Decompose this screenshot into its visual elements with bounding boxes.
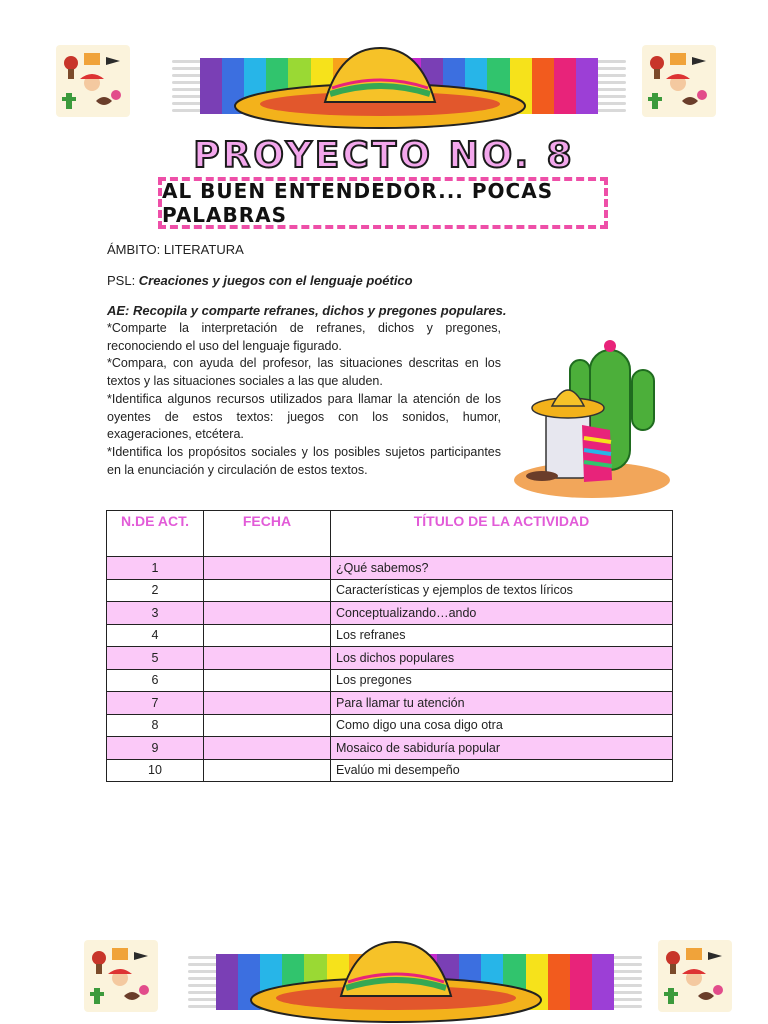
mexican-sticker-icon <box>642 45 716 117</box>
header-num: N.DE ACT. <box>107 511 204 557</box>
serape-stripe <box>592 954 614 1010</box>
psl-value: Creaciones y juegos con el lenguaje poético <box>138 273 413 288</box>
table-header-row <box>107 511 673 557</box>
cell-fecha <box>204 714 331 737</box>
mexican-sticker-icon <box>84 940 158 1012</box>
cell-fecha <box>204 624 331 647</box>
table-row <box>107 602 673 625</box>
psl-line <box>107 273 413 288</box>
cell-titulo: Los refranes <box>331 624 673 647</box>
page-subtitle: AL BUEN ENTENDEDOR... POCAS PALABRAS <box>162 179 554 227</box>
cell-num: 7 <box>107 692 204 715</box>
cell-titulo: Los pregones <box>331 669 673 692</box>
cell-fecha <box>204 579 331 602</box>
table-row <box>107 714 673 737</box>
serape-stripe <box>200 58 222 114</box>
cell-num: 5 <box>107 647 204 670</box>
cell-fecha <box>204 602 331 625</box>
cactus-sombrero-illustration <box>512 330 672 500</box>
cell-fecha <box>204 737 331 760</box>
header-titulo: TÍTULO DE LA ACTIVIDAD <box>331 511 673 557</box>
cell-titulo: Para llamar tu atención <box>331 692 673 715</box>
page-title: PROYECTO NO. 8 <box>193 135 575 176</box>
cell-fecha <box>204 647 331 670</box>
table-row <box>107 557 673 580</box>
serape-stripe <box>216 954 238 1010</box>
cell-num: 6 <box>107 669 204 692</box>
table-row <box>107 759 673 782</box>
table-row <box>107 692 673 715</box>
cell-titulo: Mosaico de sabiduría popular <box>331 737 673 760</box>
mexican-sticker-icon <box>56 45 130 117</box>
cell-num: 3 <box>107 602 204 625</box>
objective-item: *Identifica algunos recursos utilizados para llamar la atención de los oyentes de estos textos: juegos con los sonidos, humor, exageraciones, etcétera. <box>107 391 501 442</box>
cell-num: 8 <box>107 714 204 737</box>
cell-titulo: Los dichos populares <box>331 647 673 670</box>
table-row <box>107 647 673 670</box>
sombrero-icon <box>246 938 556 1024</box>
cell-num: 2 <box>107 579 204 602</box>
cell-titulo: Conceptualizando…ando <box>331 602 673 625</box>
objective-item: *Compara, con ayuda del profesor, las situaciones descritas en los textos y las situaciones sociales a las que aluden. <box>107 356 501 389</box>
table-row <box>107 624 673 647</box>
objective-item: *Comparte la interpretación de refranes, dichos y pregones, reconociendo el uso del lenguaje figurado. <box>107 321 501 353</box>
cell-fecha <box>204 669 331 692</box>
ambito-line: ÁMBITO: LITERATURA <box>107 242 244 257</box>
subtitle-box <box>158 177 608 229</box>
mexican-sticker-icon <box>658 940 732 1012</box>
cell-fecha <box>204 759 331 782</box>
psl-label: PSL: <box>107 273 139 288</box>
cell-titulo: Evalúo mi desempeño <box>331 759 673 782</box>
cell-num: 4 <box>107 624 204 647</box>
table-row <box>107 579 673 602</box>
serape-fringe <box>596 60 626 112</box>
activities-table <box>106 510 673 782</box>
serape-stripe <box>570 954 592 1010</box>
objectives-list <box>107 320 501 479</box>
ae-heading: AE: Recopila y comparte refranes, dichos y pregones populares. <box>107 303 507 318</box>
cell-titulo: Características y ejemplos de textos líricos <box>331 579 673 602</box>
objective-item: *Identifica los propósitos sociales y los posibles sujetos participantes en la enunciación y circulación de estos textos. <box>107 444 501 477</box>
serape-fringe <box>172 60 202 112</box>
table-row <box>107 669 673 692</box>
serape-stripe <box>576 58 598 114</box>
table-row <box>107 737 673 760</box>
serape-fringe <box>188 956 218 1008</box>
cell-fecha <box>204 557 331 580</box>
cell-fecha <box>204 692 331 715</box>
serape-fringe <box>612 956 642 1008</box>
serape-stripe <box>554 58 576 114</box>
cell-num: 10 <box>107 759 204 782</box>
header-fecha: FECHA <box>204 511 331 557</box>
cell-titulo: Como digo una cosa digo otra <box>331 714 673 737</box>
cell-titulo: ¿Qué sabemos? <box>331 557 673 580</box>
cell-num: 1 <box>107 557 204 580</box>
sombrero-icon <box>230 44 540 134</box>
cell-num: 9 <box>107 737 204 760</box>
